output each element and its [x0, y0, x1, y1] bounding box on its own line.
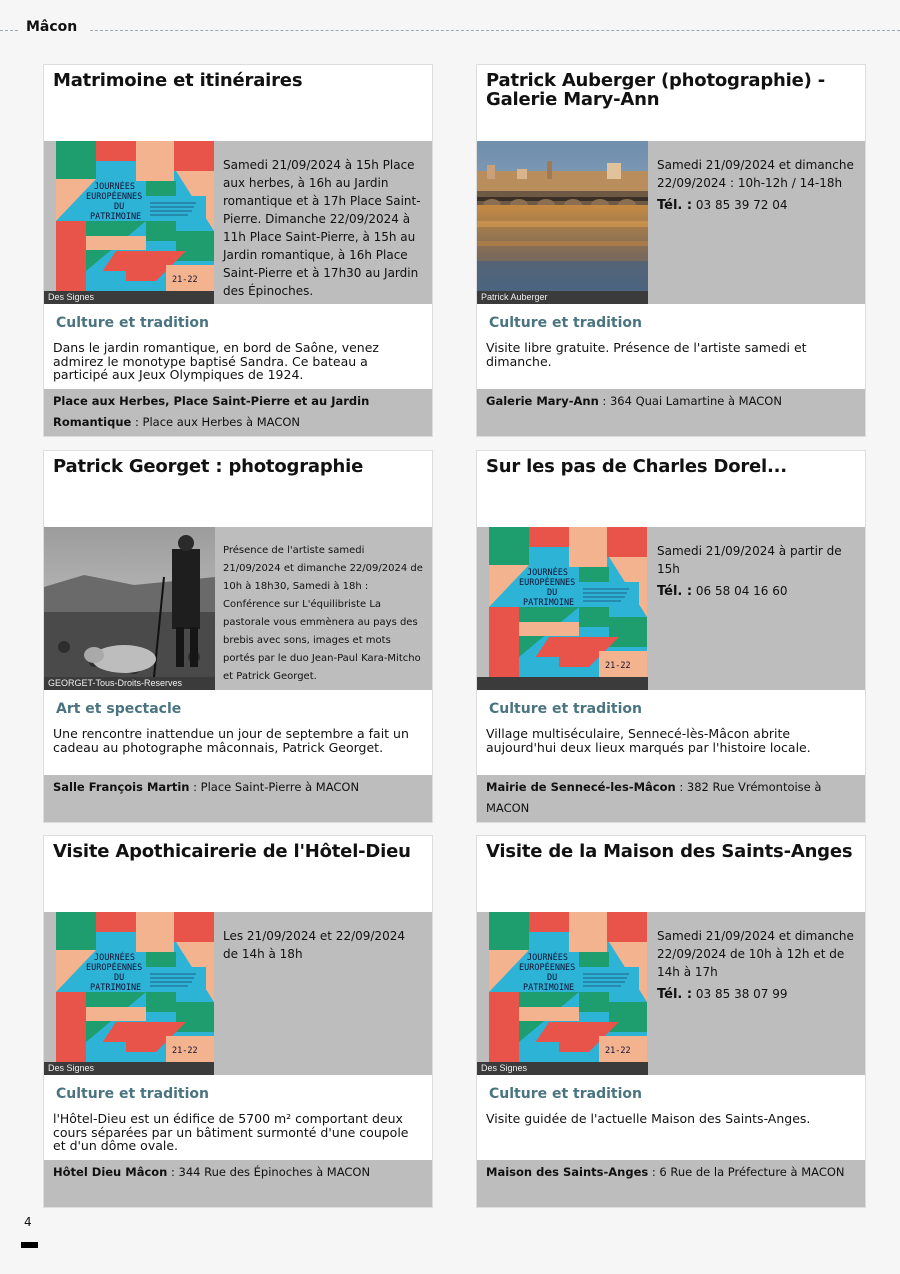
event-phone [657, 196, 857, 215]
event-info-band [44, 527, 433, 690]
poster-text: JOURNÉES [527, 568, 568, 578]
event-image[interactable] [477, 141, 648, 304]
poster-text: PATRIMOINE [523, 598, 575, 608]
event-address [477, 389, 866, 437]
event-description: Visite libre gratuite. Présence de l'artiste samedi et dimanche. [486, 340, 807, 369]
event-image[interactable] [56, 141, 214, 304]
event-description: Une rencontre inattendue un jour de septembre a fait un cadeau au photographe mâconnais, Patrick Georget. [53, 726, 409, 755]
event-title: Visite Apothicairerie de l'Hôtel-Dieu [53, 841, 411, 862]
poster-text: DU [114, 973, 125, 983]
image-credit: Des Signes [44, 1062, 214, 1075]
event-title: Sur les pas de Charles Dorel... [486, 456, 787, 477]
poster-text: JOURNÉES [94, 953, 135, 963]
address-detail: : 344 Rue des Épinoches à MACON [167, 1165, 371, 1179]
phone-label: Tél. : [657, 584, 693, 599]
event-address [477, 1160, 866, 1208]
page-number: 4 [24, 1215, 32, 1229]
event-image[interactable] [56, 912, 214, 1075]
poster-text: PATRIMOINE [90, 212, 142, 222]
event-title: Patrick Auberger (photographie) - Galerie Mary-Ann [486, 70, 825, 110]
page-title: Mâcon [26, 19, 78, 35]
poster-dates: 21-22 [172, 1046, 198, 1056]
event-card[interactable] [43, 835, 433, 1208]
event-title: Matrimoine et itinéraires [53, 70, 303, 91]
poster-text: DU [114, 202, 125, 212]
phone-label: Tél. : [657, 987, 693, 1002]
event-category: Culture et tradition [489, 701, 642, 717]
event-title: Visite de la Maison des Saints-Anges [486, 841, 853, 862]
poster-text: DU [547, 973, 558, 983]
event-title: Patrick Georget : photographie [53, 456, 364, 477]
event-card[interactable] [476, 64, 866, 437]
poster-text: EUROPÉENNES [86, 192, 143, 202]
address-name: Maison des Saints-Anges [486, 1165, 649, 1179]
poster-text: DU [547, 588, 558, 598]
phone-number[interactable]: 06 58 04 16 60 [695, 584, 788, 598]
event-info-band [477, 912, 866, 1075]
poster-dates: 21-22 [605, 661, 631, 671]
event-category: Culture et tradition [489, 1086, 642, 1102]
page-header [0, 17, 900, 41]
event-card[interactable] [43, 64, 433, 437]
event-info-band [44, 912, 433, 1075]
event-address [477, 775, 866, 823]
address-name: Hôtel Dieu Mâcon [53, 1165, 168, 1179]
image-credit: Patrick Auberger [477, 291, 648, 304]
phone-label: Tél. : [657, 198, 693, 213]
event-schedule [657, 927, 857, 1004]
event-dates: Samedi 21/09/2024 et dimanche 22/09/2024 : 10h-12h / 14-18h [657, 158, 854, 190]
event-address [44, 1160, 433, 1208]
address-detail: : 382 Rue Vrémontoise à MACON [486, 780, 822, 815]
event-card[interactable] [476, 835, 866, 1208]
address-detail: : Place Saint-Pierre à MACON [189, 780, 360, 794]
river-town-photo [477, 141, 648, 304]
event-schedule: Les 21/09/2024 et 22/09/2024 de 14h à 18h [223, 929, 405, 961]
event-schedule: Présence de l'artiste samedi 21/09/2024 et dimanche 22/09/2024 de 10h à 18h30, Samedi à 18h : Conférence sur L'équilibriste La pastorale vous emmènera au pays des brebis avec sons, images et mots portés par le duo Jean-Paul Kara-Mitcho et Patrick Georget. [223, 545, 423, 682]
event-schedule [657, 542, 857, 601]
poster-text: PATRIMOINE [90, 983, 142, 993]
event-description: Visite guidée de l'actuelle Maison des Saints-Anges. [486, 1111, 811, 1126]
page-marker [21, 1242, 38, 1248]
address-detail: : 6 Rue de la Préfecture à MACON [648, 1165, 845, 1179]
phone-number[interactable]: 03 85 38 07 99 [695, 987, 788, 1001]
event-category: Art et spectacle [56, 701, 182, 717]
address-detail: : 364 Quai Lamartine à MACON [598, 394, 782, 408]
event-dates: Samedi 21/09/2024 à partir de 15h [657, 544, 842, 576]
event-category: Culture et tradition [489, 315, 642, 331]
event-description: Dans le jardin romantique, en bord de Saône, venez admirez le monotype baptisé Sandra. Ce bateau a participé aux Jeux Olympiques de 1924. [53, 340, 379, 382]
event-info-band [477, 141, 866, 304]
event-image[interactable] [489, 912, 647, 1075]
image-credit [477, 677, 648, 690]
event-schedule [657, 156, 857, 215]
poster-text: EUROPÉENNES [519, 578, 576, 588]
event-image[interactable] [489, 527, 647, 690]
image-credit: GEORGET-Tous-Droits-Reserves [44, 677, 215, 690]
event-category: Culture et tradition [56, 315, 209, 331]
event-description: l'Hôtel-Dieu est un édifice de 5700 m² comportant deux cours séparées par un bâtiment surmonté d'une coupole et d'un dôme ovale. [53, 1111, 409, 1153]
event-image[interactable] [44, 527, 215, 690]
poster-dates: 21-22 [172, 275, 198, 285]
event-schedule: Samedi 21/09/2024 à 15h Place aux herbes, à 16h au Jardin romantique et à 17h Place Saint-Pierre. Dimanche 22/09/2024 à 11h Place Saint-Pierre, à 15h au Jardin romantique, à 16h Place Saint-Pierre et à 17h30 au Jardin des Épinoches. [223, 158, 421, 298]
poster-art [489, 912, 647, 1062]
shepherd-photo [44, 527, 215, 690]
poster-art [56, 912, 214, 1062]
address-name: Mairie de Sennecé-les-Mâcon [486, 780, 676, 794]
poster-dates: 21-22 [605, 1046, 631, 1056]
address-detail: : Place aux Herbes à MACON [131, 415, 301, 429]
address-name: Galerie Mary-Ann [486, 394, 599, 408]
event-address [44, 389, 433, 437]
header-rule-left [0, 30, 18, 31]
event-category: Culture et tradition [56, 1086, 209, 1102]
event-phone [657, 985, 857, 1004]
event-card[interactable] [476, 450, 866, 823]
phone-number[interactable]: 03 85 39 72 04 [695, 198, 788, 212]
event-card[interactable] [43, 450, 433, 823]
image-credit: Des Signes [477, 1062, 648, 1075]
event-dates: Samedi 21/09/2024 et dimanche 22/09/2024 de 10h à 12h et de 14h à 17h [657, 929, 854, 979]
event-address [44, 775, 433, 823]
event-description: Village multiséculaire, Sennecé-lès-Mâcon abrite aujourd'hui deux lieux marqués par l'histoire locale. [486, 726, 811, 755]
poster-art [56, 141, 214, 291]
event-phone [657, 582, 857, 601]
poster-text: EUROPÉENNES [519, 963, 576, 973]
poster-art [489, 527, 647, 677]
address-name: Place aux Herbes, Place Saint-Pierre et au Jardin Romantique [53, 394, 370, 429]
poster-text: JOURNÉES [527, 953, 568, 963]
event-info-band [477, 527, 866, 690]
event-info-band [44, 141, 433, 304]
header-rule-right [90, 30, 900, 31]
poster-text: JOURNÉES [94, 182, 135, 192]
poster-text: EUROPÉENNES [86, 963, 143, 973]
image-credit: Des Signes [44, 291, 214, 304]
poster-text: PATRIMOINE [523, 983, 575, 993]
address-name: Salle François Martin [53, 780, 190, 794]
